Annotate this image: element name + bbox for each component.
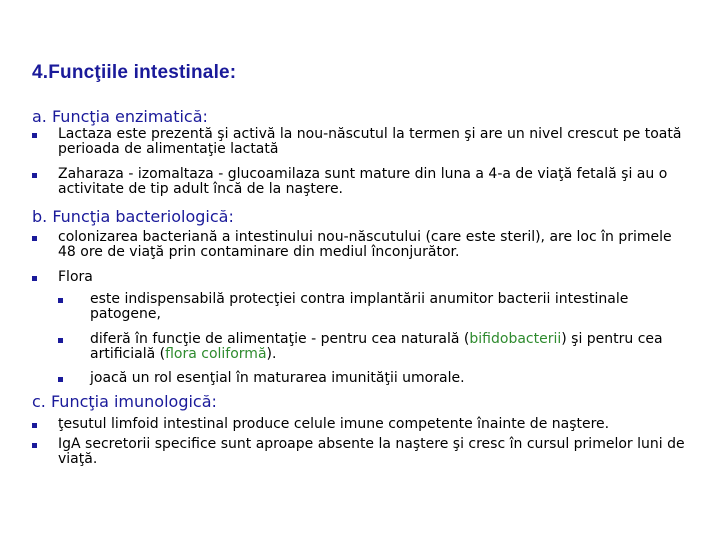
text-segment: ). — [266, 346, 277, 362]
sub-list-item-text — [90, 332, 693, 362]
section-heading-enzymatic: a. Funcţia enzimatică: — [32, 107, 208, 126]
square-bullet-icon — [32, 423, 37, 428]
list-item-text: IgA secretorii specifice sunt aproape absente la naştere şi cresc în cursul primelor luni de viaţă. — [58, 436, 685, 467]
square-bullet-icon — [32, 276, 37, 281]
list-item-text: colonizarea bacteriană a intestinului nou-născutului (care este steril), are loc în primele 48 ore de viaţă prin contaminare din mediul înconjurător. — [58, 229, 672, 260]
sub-list-item-text: joacă un rol esenţial în maturarea imunităţii umorale. — [90, 370, 465, 386]
section-heading-immunological: c. Funcţia imunologică: — [32, 392, 217, 411]
square-bullet-icon — [58, 377, 63, 382]
list-item-text: Flora — [58, 269, 93, 285]
square-bullet-icon — [58, 338, 63, 343]
square-bullet-icon — [32, 173, 37, 178]
square-bullet-icon — [32, 443, 37, 448]
sub-list-item-text: este indispensabilă protecţiei contra implantării anumitor bacterii intestinale patogene, — [90, 291, 629, 322]
square-bullet-icon — [32, 236, 37, 241]
list-item-text: ţesutul limfoid intestinal produce celule imune competente înainte de naştere. — [58, 416, 610, 432]
list-item-text: Zaharaza - izomaltaza - glucoamilaza sunt mature din luna a 4-a de viaţă fetală şi au o activitate de tip adult încă de la naştere. — [58, 166, 668, 197]
highlight-coliform-flora: flora coliformă — [165, 346, 267, 362]
text-segment: diferă în funcţie de alimentaţie - pentru cea naturală ( — [90, 331, 470, 347]
text-segment: ) şi pentru cea artificială ( — [90, 331, 663, 362]
square-bullet-icon — [58, 298, 63, 303]
list-item-text: Lactaza este prezentă şi activă la nou-născutul la termen şi are un nivel crescut pe toată perioada de alimentaţie lactată — [58, 126, 682, 157]
slide-title: 4.Funcţiile intestinale: — [32, 62, 237, 83]
highlight-bifidobacteria: bifidobacterii — [469, 331, 562, 347]
section-heading-bacteriological: b. Funcţia bacteriologică: — [32, 207, 234, 226]
square-bullet-icon — [32, 133, 37, 138]
